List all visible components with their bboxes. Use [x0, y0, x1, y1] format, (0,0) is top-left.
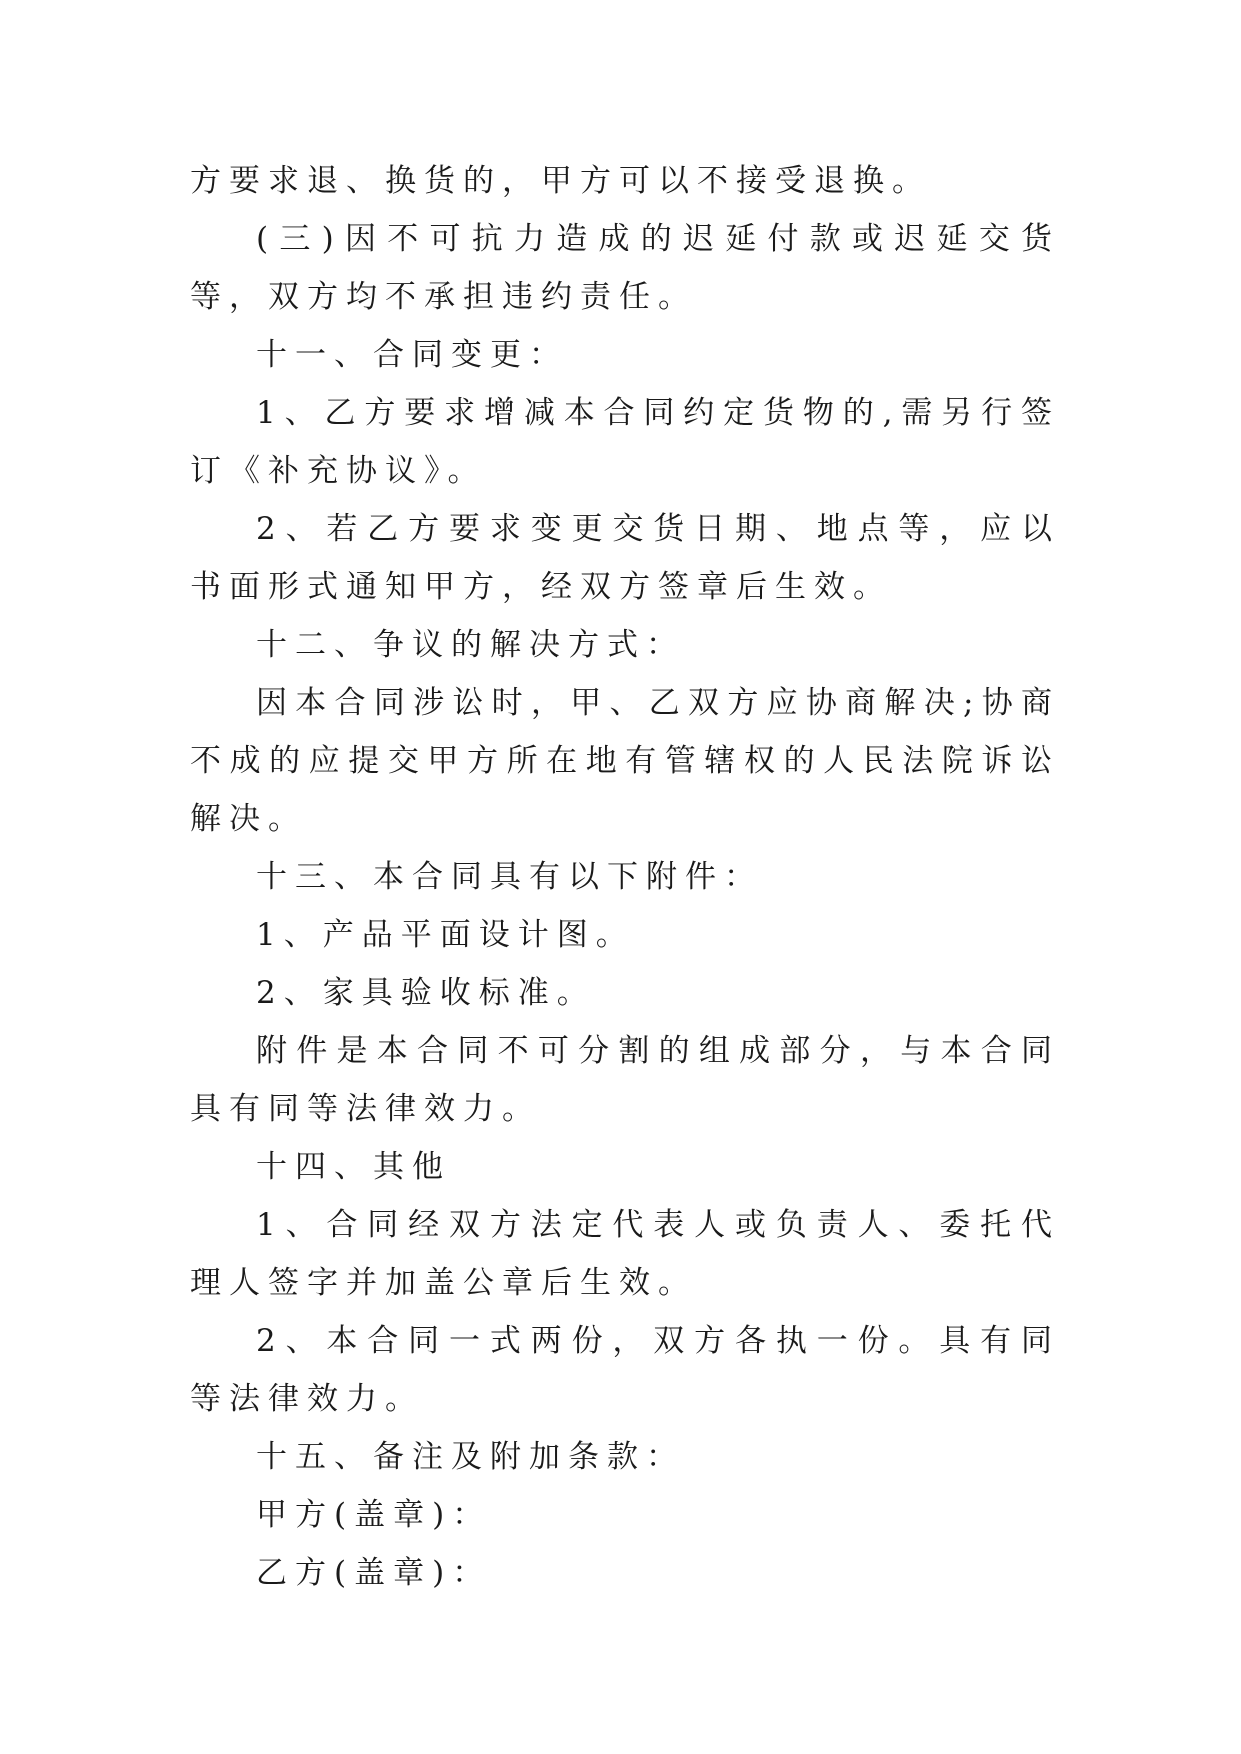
- section-heading-dispute-resolution: 十二、争议的解决方式：: [256, 627, 685, 663]
- paragraph-return-exchange: 方要求退、换货的，甲方可以不接受退换。: [190, 163, 931, 199]
- signature-party-a: 甲方(盖章)：: [256, 1497, 492, 1533]
- paragraph-change-item-2: 2、若乙方要求变更交货日期、地点等，应以书面形式通知甲方，经双方签章后生效。: [190, 511, 1060, 605]
- section-heading-attachments: 十三、本合同具有以下附件：: [256, 859, 763, 895]
- paragraph-attachment-item-2: 2、家具验收标准。: [256, 975, 596, 1011]
- signature-party-b: 乙方(盖章)：: [256, 1555, 492, 1591]
- section-heading-remarks: 十五、备注及附加条款：: [256, 1439, 685, 1475]
- paragraph-other-item-1: 1、合同经双方法定代表人或负责人、委托代理人签字并加盖公章后生效。: [190, 1207, 1060, 1301]
- section-heading-other: 十四、其他: [256, 1149, 451, 1185]
- paragraph-other-item-2: 2、本合同一式两份，双方各执一份。具有同等法律效力。: [190, 1323, 1060, 1417]
- paragraph-attachment-validity: 附件是本合同不可分割的组成部分，与本合同具有同等法律效力。: [190, 1033, 1060, 1127]
- paragraph-attachment-item-1: 1、产品平面设计图。: [256, 917, 635, 953]
- section-heading-contract-change: 十一、合同变更：: [256, 337, 568, 373]
- paragraph-dispute-resolution: 因本合同涉讼时，甲、乙双方应协商解决;协商不成的应提交甲方所在地有管辖权的人民法院诉讼解决。: [190, 685, 1060, 837]
- paragraph-change-item-1: 1、乙方要求增减本合同约定货物的,需另行签订《补充协议》。: [190, 395, 1060, 489]
- paragraph-force-majeure: (三)因不可抗力造成的迟延付款或迟延交货等，双方均不承担违约责任。: [190, 221, 1060, 315]
- document-body: [190, 152, 1060, 1602]
